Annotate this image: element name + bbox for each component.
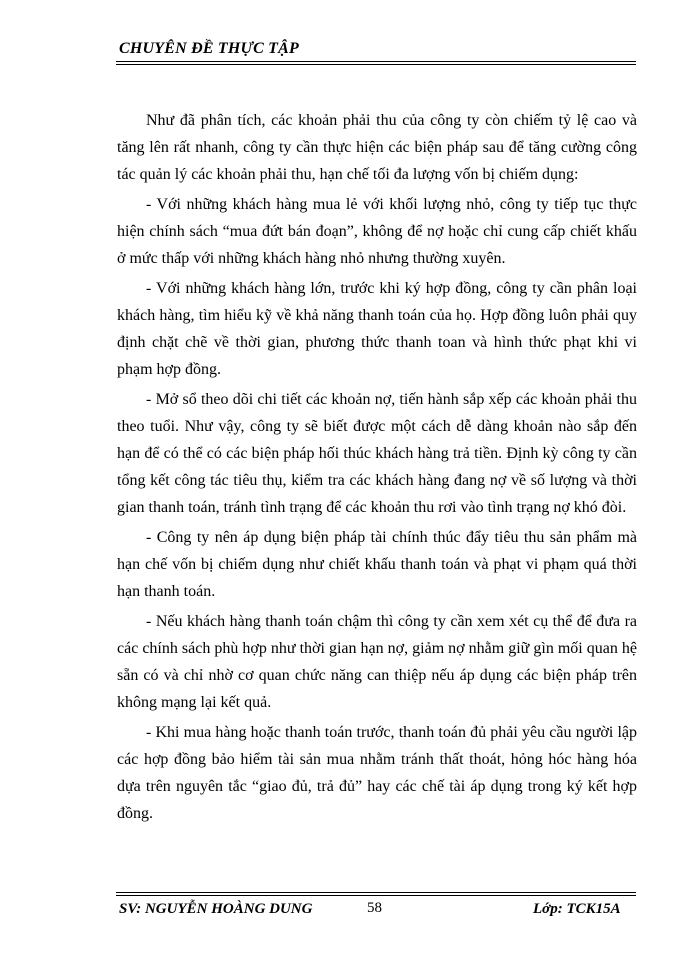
footer-student-name: SV: NGUYỄN HOÀNG DUNG (119, 901, 313, 917)
footer-class-label: Lớp: TCK15A (533, 901, 621, 917)
document-body (117, 107, 637, 830)
paragraph-debt-tracking: - Mở sổ theo dõi chi tiết các khoản nợ, tiến hành sắp xếp các khoản phải thu theo tuổi. Như vậy, công ty sẽ biết được một cách dễ dàng khoản nào sắp đến hạn để có thể có các biện pháp hối thúc khách hàng trả tiền. Định kỳ công ty cần tổng kết công tác tiêu thụ, kiểm tra các khách hàng đang nợ về số lượng và thời gian thanh toán, tránh tình trạng để các khoản thu rơi vào tình trạng nợ khó đòi. (117, 391, 637, 516)
footer-page-number: 58 (367, 900, 382, 916)
paragraph-intro: Như đã phân tích, các khoản phải thu của công ty còn chiếm tỷ lệ cao và tăng lên rất nhanh, công ty cần thực hiện các biện pháp sau để tăng cường công tác quản lý các khoản phải thu, hạn chế tối đa lượng vốn bị chiếm dụng: (117, 112, 637, 183)
paragraph-insurance: - Khi mua hàng hoặc thanh toán trước, thanh toán đủ phải yêu cầu người lập các hợp đồng bảo hiểm tài sản mua nhằm tránh thất thoát, hỏng hóc hàng hóa dựa trên nguyên tắc “giao đủ, trả đủ” hay các chế tài áp dụng trong ký kết hợp đồng. (117, 724, 637, 822)
paragraph-financial-measures: - Công ty nên áp dụng biện pháp tài chính thúc đẩy tiêu thu sản phẩm mà hạn chế vốn bị chiếm dụng như chiết khấu thanh toán và phạt vi phạm quá thời hạn thanh toán. (117, 529, 637, 600)
header-rule-lower (116, 64, 636, 65)
paragraph-late-payment: - Nếu khách hàng thanh toán chậm thì công ty cần xem xét cụ thể để đưa ra các chính sách phù hợp như thời gian hạn nợ, giảm nợ nhằm giữ gìn mối quan hệ sẵn có và chỉ nhờ cơ quan chức năng can thiệp nếu áp dụng các biện pháp trên không mạng lại kết quả. (117, 613, 637, 711)
paragraph-large-customers: - Với những khách hàng lớn, trước khi ký hợp đồng, công ty cần phân loại khách hàng, tìm hiểu kỹ về khả năng thanh toán của họ. Hợp đồng luôn phải quy định chặt chẽ về thời gian, phương thức thanh toan và hình thức phạt khi vi phạm hợp đồng. (117, 280, 637, 378)
footer-rule-lower (116, 895, 636, 896)
paragraph-small-customers: - Với những khách hàng mua lẻ với khối lượng nhỏ, công ty tiếp tục thực hiện chính sách “mua đứt bán đoạn”, không để nợ hoặc chỉ cung cấp chiết khấu ở mức thấp với những khách hàng nhỏ nhưng thường xuyên. (117, 196, 637, 267)
footer-rule-upper (116, 892, 636, 893)
header-rule-upper (116, 61, 636, 62)
page-header-title: CHUYÊN ĐỀ THỰC TẬP (119, 40, 300, 57)
